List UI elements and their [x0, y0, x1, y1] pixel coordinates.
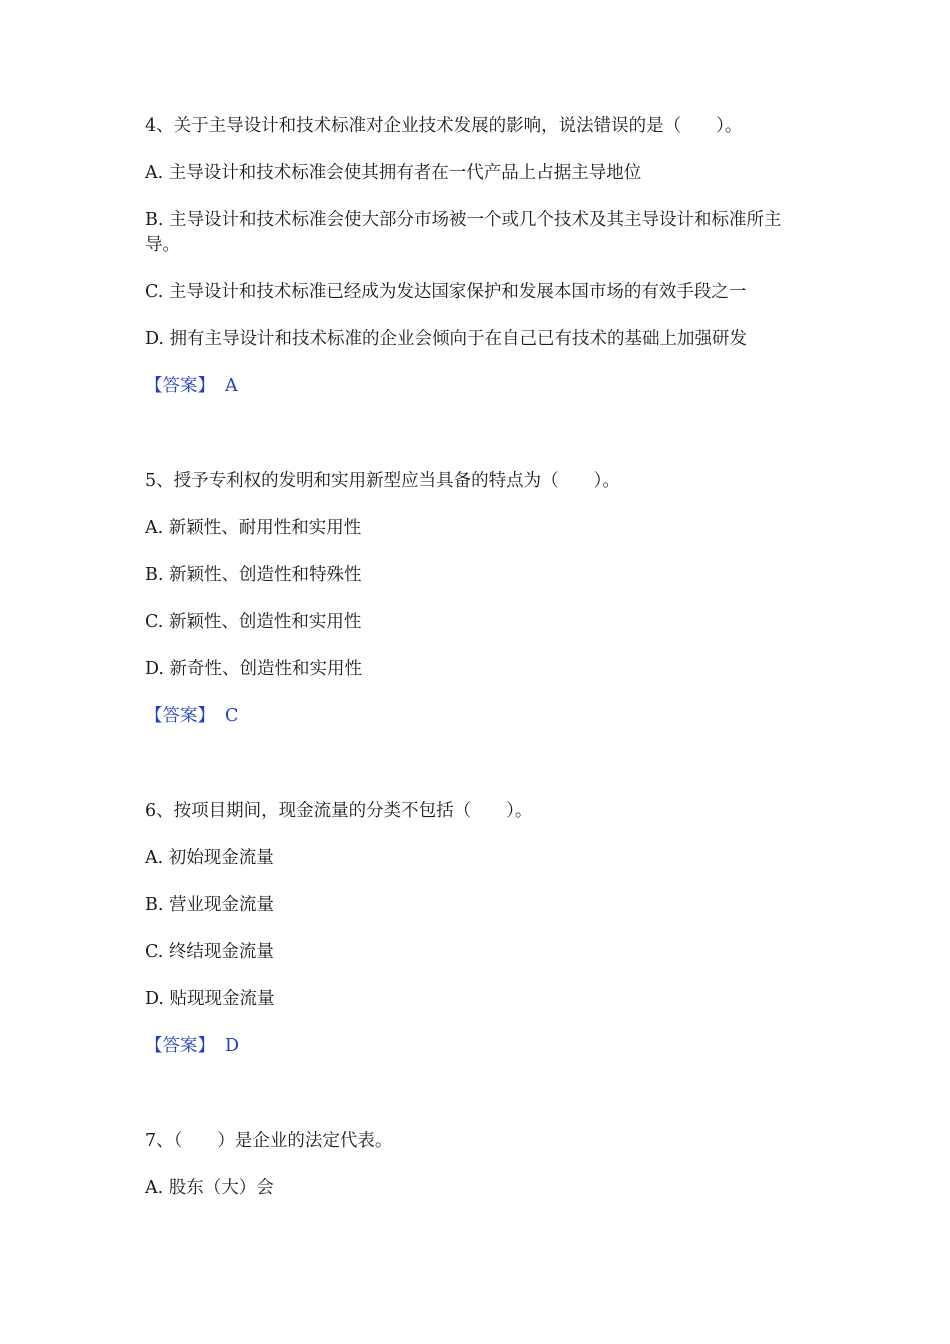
question-5-option-a: A. 新颖性、耐用性和实用性: [145, 518, 362, 538]
question-4-option-d: D. 拥有主导设计和技术标准的企业会倾向于在自己已有技术的基础上加强研发: [145, 329, 748, 349]
question-4-answer: [145, 374, 805, 399]
question-4-option-b: B. 主导设计和技术标准会使大部分市场被一个或几个技术及其主导设计和标准所主导。: [145, 210, 782, 255]
answer-label: 【答案】: [145, 376, 215, 396]
answer-value: D: [225, 1036, 240, 1056]
question-7-stem: 7、（ ）是企业的法定代表。: [145, 1131, 393, 1151]
answer-value: A: [225, 376, 238, 396]
question-6-stem: 6、按项目期间，现金流量的分类不包括（ ）。: [145, 801, 533, 821]
question-4-stem: 4、关于主导设计和技术标准对企业技术发展的影响，说法错误的是（ ）。: [145, 116, 743, 136]
question-5-option-b: B. 新颖性、创造性和特殊性: [145, 565, 362, 585]
answer-value: C: [225, 706, 239, 726]
question-5-option-d: D. 新奇性、创造性和实用性: [145, 659, 363, 679]
question-7-option-a: A. 股东（大）会: [145, 1178, 274, 1198]
question-6-answer: [145, 1034, 805, 1059]
answer-label: 【答案】: [145, 1036, 215, 1056]
question-6-option-c: C. 终结现金流量: [145, 942, 274, 962]
question-6-option-a: A. 初始现金流量: [145, 848, 274, 868]
question-4-option-a: A. 主导设计和技术标准会使其拥有者在一代产品上占据主导地位: [145, 163, 642, 183]
question-5-answer: [145, 704, 805, 729]
answer-label: 【答案】: [145, 706, 215, 726]
question-5-stem: 5、授予专利权的发明和实用新型应当具备的特点为（ ）。: [145, 471, 620, 491]
question-5-option-c: C. 新颖性、创造性和实用性: [145, 612, 362, 632]
question-6-option-d: D. 贴现现金流量: [145, 989, 275, 1009]
question-4-option-c: C. 主导设计和技术标准已经成为发达国家保护和发展本国市场的有效手段之一: [145, 282, 747, 302]
question-6-option-b: B. 营业现金流量: [145, 895, 274, 915]
